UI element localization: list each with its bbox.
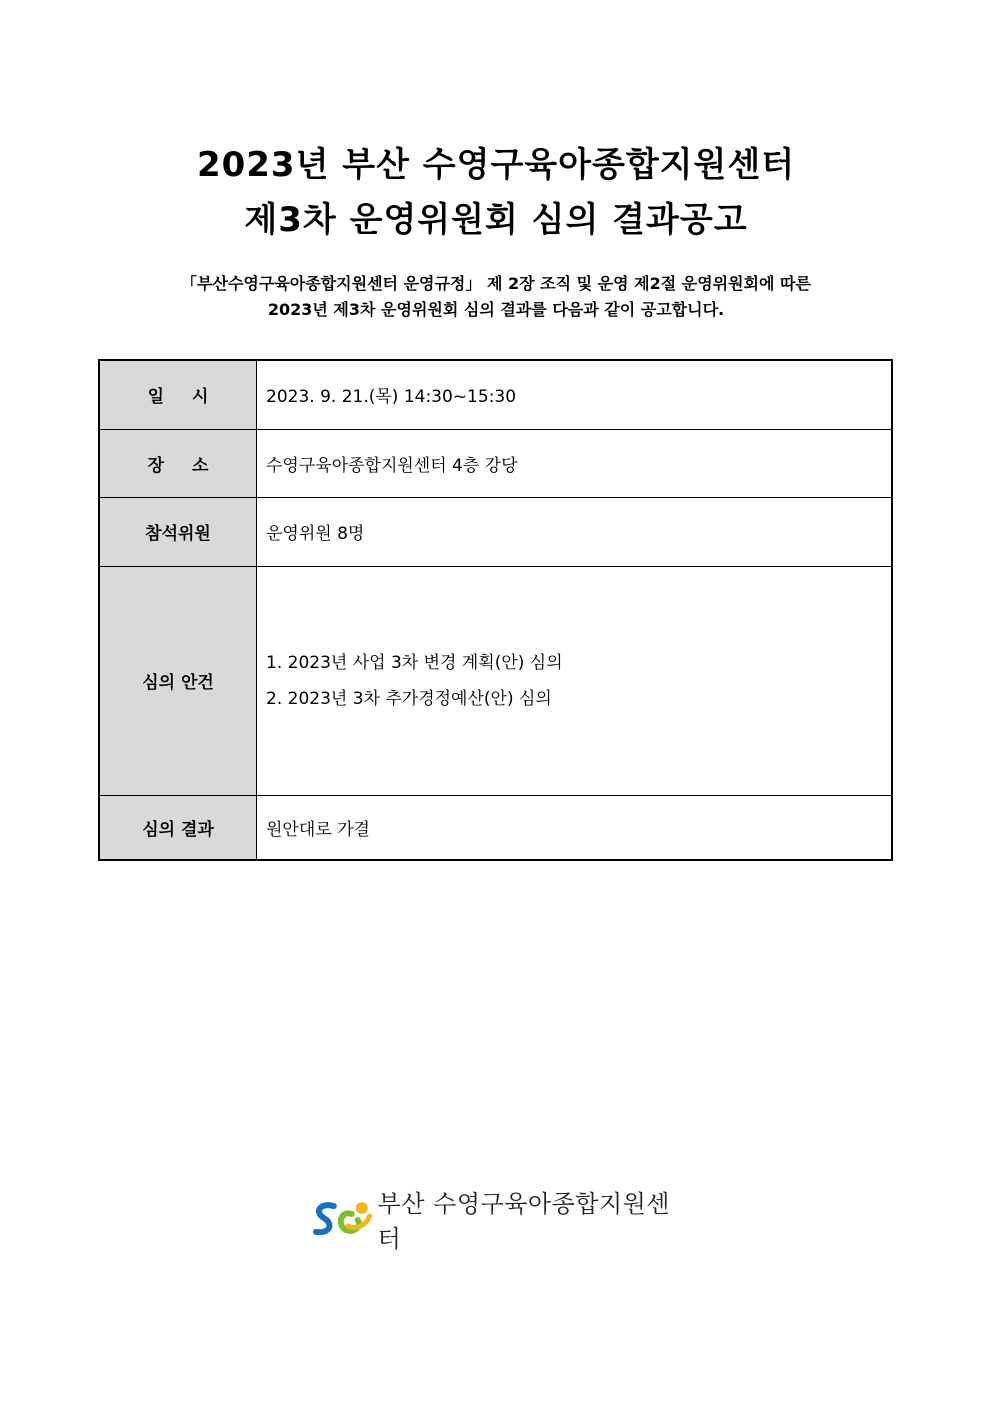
table-row-attendees xyxy=(99,497,892,566)
table-row-result xyxy=(99,795,892,860)
value-datetime: 2023. 9. 21.(목) 14:30~15:30 xyxy=(257,360,893,429)
intro-line1: 「부산수영구육아종합지원센터 운영규정」 제 2장 조직 및 운영 제2절 운영위원회에 따른 xyxy=(181,274,811,293)
value-location: 수영구육아종합지원센터 4층 강당 xyxy=(257,429,893,497)
label-location: 장소 xyxy=(99,429,257,497)
value-attendees: 운영위원 8명 xyxy=(257,497,893,566)
value-agenda xyxy=(257,566,893,795)
value-result: 원안대로 가결 xyxy=(257,795,893,860)
table-row-agenda xyxy=(99,566,892,795)
label-agenda: 심의 안건 xyxy=(99,566,257,795)
agenda-item: 2. 2023년 3차 추가경정예산(안) 심의 xyxy=(266,688,552,709)
footer-logo xyxy=(312,1190,692,1253)
agenda-item: 1. 2023년 사업 3차 변경 계획(안) 심의 xyxy=(266,652,563,673)
intro-line2: 2023년 제3차 운영위원회 심의 결과를 다음과 같이 공고합니다. xyxy=(267,300,725,319)
table-row-datetime xyxy=(99,360,892,429)
logo-text: 부산 수영구육아종합지원센터 xyxy=(377,1190,670,1253)
sooyoung-logo-icon xyxy=(312,1196,376,1242)
document-title-line1: 2023년 부산 수영구육아종합지원센터 xyxy=(196,145,796,185)
label-attendees: 참석위원 xyxy=(99,497,257,566)
label-datetime: 일시 xyxy=(99,360,257,429)
table-row-location xyxy=(99,429,892,497)
document-title-line2: 제3차 운영위원회 심의 결과공고 xyxy=(244,200,748,240)
results-table xyxy=(98,359,893,861)
label-result: 심의 결과 xyxy=(99,795,257,860)
